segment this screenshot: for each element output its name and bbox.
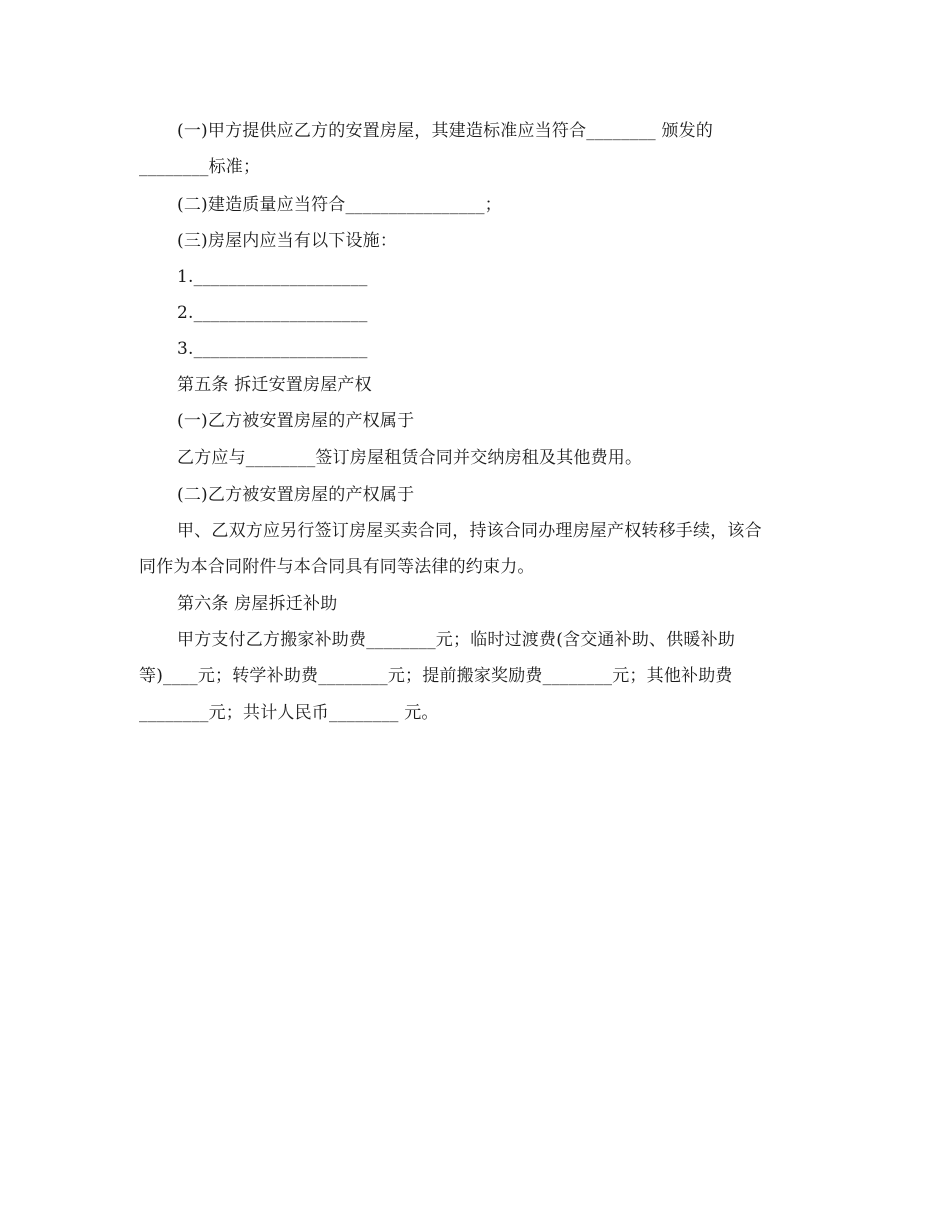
clause-4-2: (二)建造质量应当符合________________； [177, 195, 502, 215]
facility-item-1: 1.____________________ [177, 267, 368, 287]
article-6-heading: 第六条 房屋拆迁补助 [177, 594, 338, 614]
clause-5-2-detail-line-2: 同作为本合同附件与本合同具有同等法律的约束力。 [139, 557, 535, 577]
facility-item-2: 2.____________________ [177, 303, 368, 323]
clause-5-2-detail-line-1: 甲、乙双方应另行签订房屋买卖合同，持该合同办理房屋产权转移手续，该合 [177, 521, 762, 541]
clause-5-1: (一)乙方被安置房屋的产权属于 [177, 411, 415, 431]
article-5-heading: 第五条 拆迁安置房屋产权 [177, 375, 372, 395]
clause-5-2: (二)乙方被安置房屋的产权属于 [177, 485, 415, 505]
clause-4-3: (三)房屋内应当有以下设施： [177, 231, 398, 251]
article-6-body-line-2: 等)____元；转学补助费________元；提前搬家奖励费________元；其他补助费 [139, 666, 733, 686]
clause-4-1-line-1: (一)甲方提供应乙方的安置房屋，其建造标准应当符合________ 颁发的 [177, 121, 714, 141]
clause-5-1-detail: 乙方应与________签订房屋租赁合同并交纳房租及其他费用。 [177, 448, 643, 468]
facility-item-3: 3.____________________ [177, 339, 368, 359]
article-6-body-line-1: 甲方支付乙方搬家补助费________元；临时过渡费(含交通补助、供暖补助 [177, 630, 736, 650]
article-6-body-line-3: ________元；共计人民币________ 元。 [139, 703, 439, 723]
clause-4-1-line-2: ________标准； [139, 157, 261, 177]
